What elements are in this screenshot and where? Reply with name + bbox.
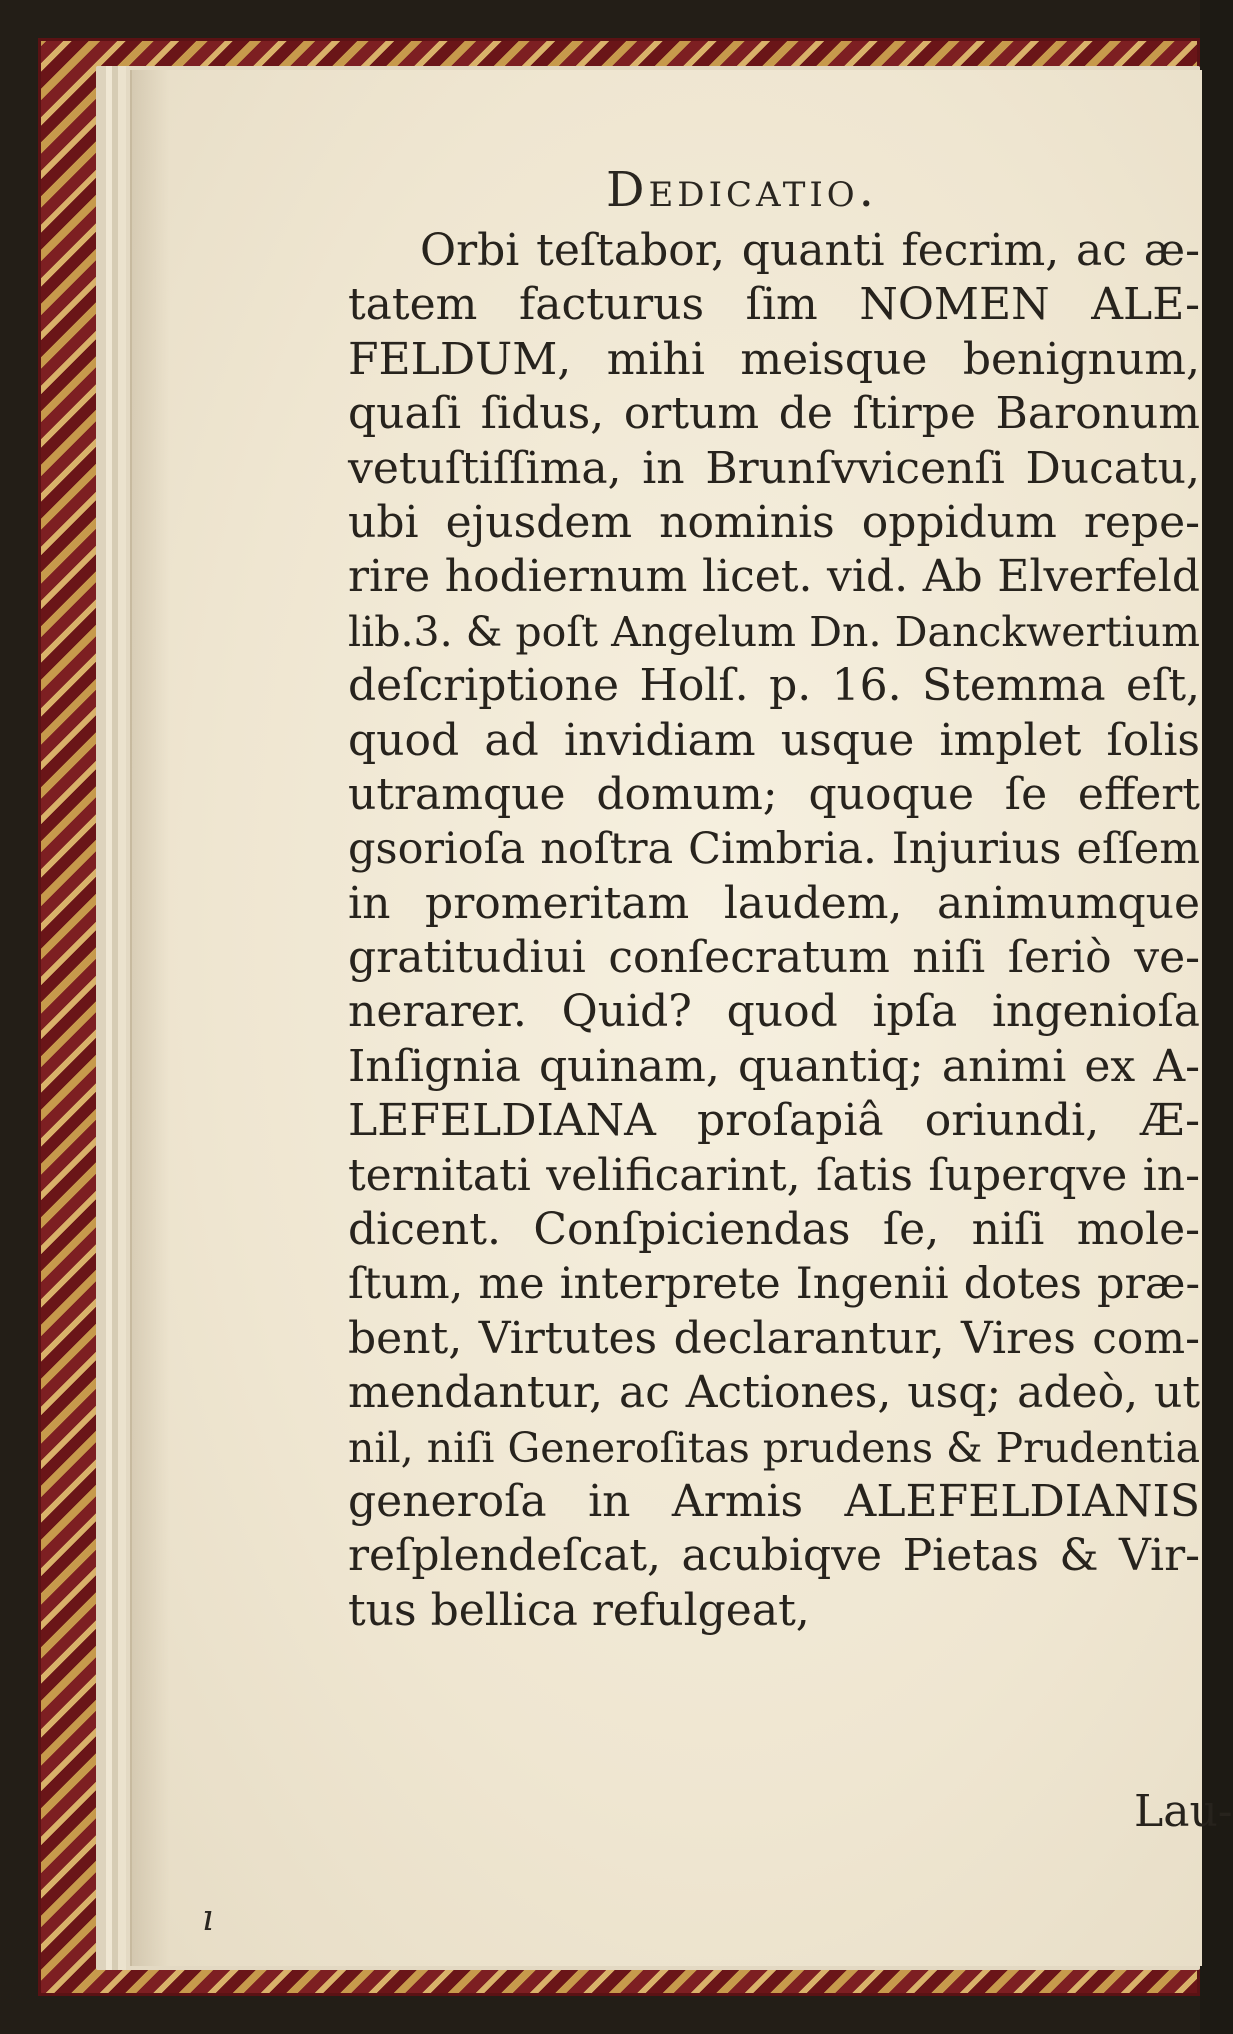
text-line: deſcriptione Holſ. p. 16. Stemma eſt, xyxy=(348,660,1200,712)
text-line: lib.3. & poſt Angelum Dn. Danckwertium xyxy=(348,607,1200,656)
text-line: mendantur, ac Actiones, usq; adeò, ut xyxy=(348,1367,1200,1419)
catchword: Lau- xyxy=(1134,1786,1233,1837)
text-line: gratitudiui conſecratum niſi ſeriò ve- xyxy=(348,932,1200,984)
text-line: nil, niſi Generoſitas prudens & Prudentia xyxy=(348,1423,1201,1472)
text-line: Orbi teſtabor, quanti fecrim, ac æ- xyxy=(420,225,1200,276)
text-line: dicent. Conſpiciendas ſe, niſi mole- xyxy=(348,1204,1200,1256)
text-line: ubi ejusdem nominis oppidum repe- xyxy=(348,496,1200,548)
text-line: Inſignia quinam, quantiq; animi ex A- xyxy=(348,1040,1200,1092)
text-line: utramque domum; quoque ſe effert xyxy=(348,768,1200,820)
body-text xyxy=(348,224,1200,1638)
text-line: nerarer. Quid? quod ipſa ingenioſa xyxy=(348,986,1200,1038)
text-line: ternitati velificarint, ſatis ſuperqve in- xyxy=(348,1149,1200,1201)
text-line: tus bellica refulgeat, xyxy=(348,1584,810,1636)
text-line: ſtum, me interprete Ingenii dotes præ- xyxy=(348,1259,1200,1310)
text-line: generoſa in Armis ALEFELDIANIS xyxy=(348,1475,1200,1527)
gutter-shadow xyxy=(130,70,170,1966)
text-line: tatem facturus ſim NOMEN ALE- xyxy=(348,279,1200,331)
text-line: LEFELDIANA proſapiâ oriundi, Æ- xyxy=(348,1095,1200,1147)
margin-mark: ı xyxy=(202,1898,214,1939)
text-line: quaſi ſidus, ortum de ſtirpe Baronum xyxy=(348,388,1200,440)
text-line: vetuſtiſſima, in Brunſvvicenſi Ducatu, xyxy=(348,442,1200,494)
text-line: gsorioſa noſtra Cimbria. Injurius eſſem xyxy=(348,824,1200,875)
text-line: bent, Virtutes declarantur, Vires com- xyxy=(348,1312,1200,1364)
text-line: in promeritam laudem, animumque xyxy=(348,877,1200,929)
text-line: FELDUM, mihi meisque benignum, xyxy=(348,333,1200,385)
text-line: rire hodiernum licet. vid. Ab Elverfeld xyxy=(348,551,1200,603)
text-line: reſplendeſcat, acubiqve Pietas & Vir- xyxy=(348,1530,1200,1582)
running-header: Dedicatio. xyxy=(606,162,878,218)
text-line: quod ad invidiam usque implet ſolis xyxy=(348,714,1200,766)
